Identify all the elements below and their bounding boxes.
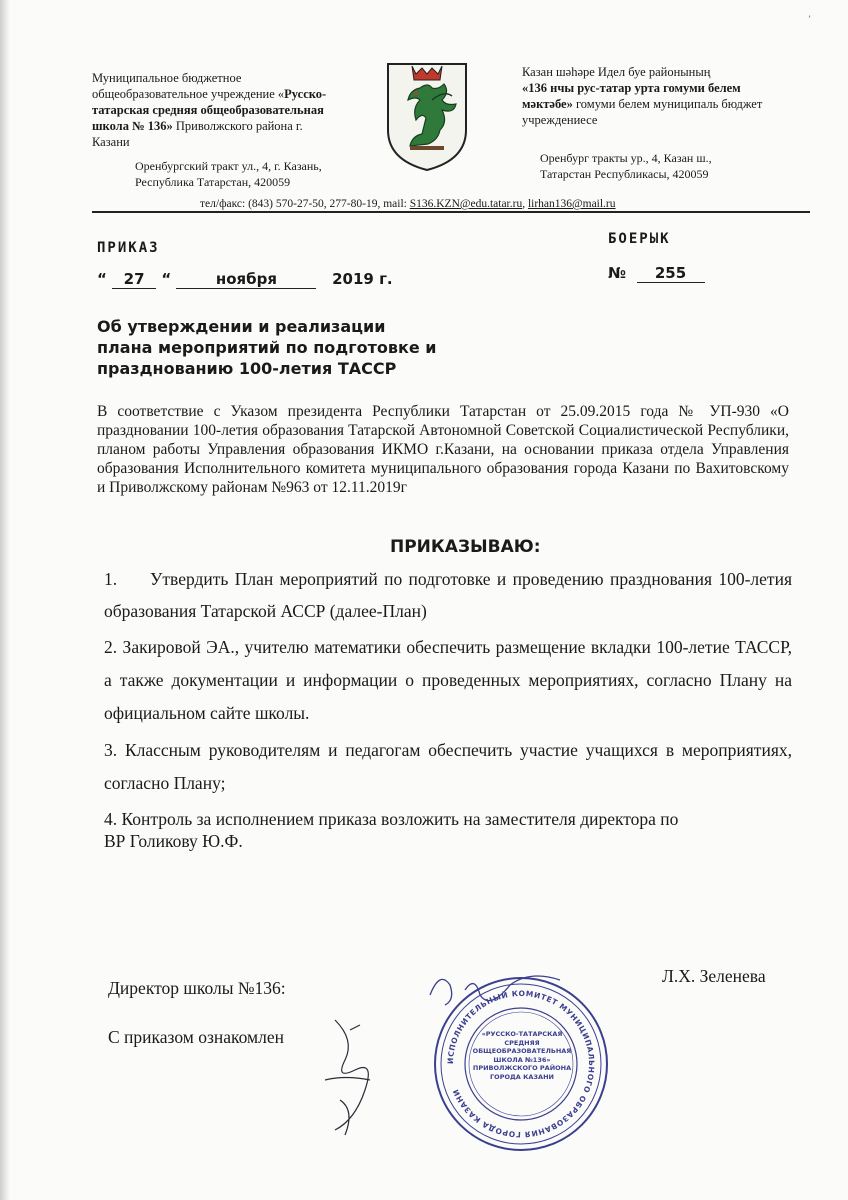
doc-title-tt: БОЕРЫК [608,231,671,247]
order-subject: Об утверждении и реализации плана мероприятий по подготовке и празднованию 100-летия ТАССР [97,317,437,378]
seal-ring-text: ИСПОЛНИТЕЛЬНЫЙ КОМИТЕТ МУНИЦИПАЛЬНОГО ОБРАЗОВАНИЯ ГОРОДА КАЗАНИ [445,988,597,1140]
order-item-1: 1. Утвердить План мероприятий по подготовке и проведению празднования 100-летия образования Татарской АССР (далее-План) [104,569,792,621]
date-month: ноября [176,270,316,289]
order-heading: ПРИКАЗЫВАЮ: [390,537,541,557]
doc-number: № 255 [608,264,705,283]
email-link-mail[interactable]: lirhan136@mail.ru [527,198,616,210]
order-items [104,563,792,852]
contacts-line: тел/факс: (843) 570-27-50, 277-80-19, mail: S136.KZN@edu.tatar.ru, lirhan136@mail.ru [200,198,616,210]
director-label: Директор школы №136: [108,978,286,998]
date-year: 2019 г. [332,270,393,288]
order-item-4: 4. Контроль за исполнением приказа возложить на заместителя директора по ВР Голикову Ю.Ф. [104,809,679,851]
handwritten-signature-icon [315,1010,395,1140]
date-day: 27 [112,270,156,289]
seal-center-text: «РУССКО-ТАТАРСКАЯ СРЕДНЯЯ ОБЩЕОБРАЗОВАТЕЛЬНАЯ ШКОЛА №136» ПРИВОЛЖСКОГО РАЙОНА ГОРОДА КАЗАНИ [472,1030,572,1081]
email-link-school[interactable]: S136.KZN@edu.tatar.ru [409,198,523,210]
corner-mark: ’ [808,14,811,24]
order-item-3: 3. Классным руководителям и педагогам обеспечить участие учащихся в мероприятиях, согласно Плану; [104,740,792,793]
doc-date: “ 27 “ ноября 2019 г. [97,270,393,288]
order-number: 255 [637,264,705,283]
scan-shadow [0,0,10,1200]
kazan-coat-of-arms-icon [382,60,472,172]
school-address-ru: Оренбургский тракт ул., 4, г. Казань, Республика Татарстан, 420059 [135,159,322,189]
school-address-tt: Оренбург тракты ур., 4, Казан ш., Татарстан Республикасы, 420059 [540,151,712,181]
acquainted-label: С приказом ознакомлен [108,1027,284,1047]
preamble-text: В соответствие с Указом президента Республики Татарстан от 25.09.2015 года № УП-930 «О праздновании 100-летия образования Татарской Автономной Советской Социалистической Республики, планом работы Управления образования ИКМО г.Казани, на основании приказа отдела Управления образования Исполнительного комитета муниципального образования города Казани по Вахитовскому и Приволжскому районам №963 от 12.11.2019г [97,403,789,496]
school-name-tt: Казан шәһәре Идел буе районының «136 нчы рус-татар урта гомуми белем мәктәбе» гомуми белем муниципаль бюджет учреждениесе [522,65,763,127]
header-divider [92,211,810,213]
school-name-ru: Муниципальное бюджетное общеобразовательное учреждение «Русско- татарская средняя общеобразовательная школа № 136» Приволжского района г. Казани [92,71,327,149]
director-name: Л.Х. Зеленева [662,966,766,986]
order-item-2: 2. Закировой ЭА., учителю математики обеспечить размещение вкладки 100-летие ТАССР, а также документации и информации о проведенных мероприятиях, согласно Плану на официальном сайте школы. [104,637,792,723]
doc-title-ru: ПРИКАЗ [97,240,160,256]
